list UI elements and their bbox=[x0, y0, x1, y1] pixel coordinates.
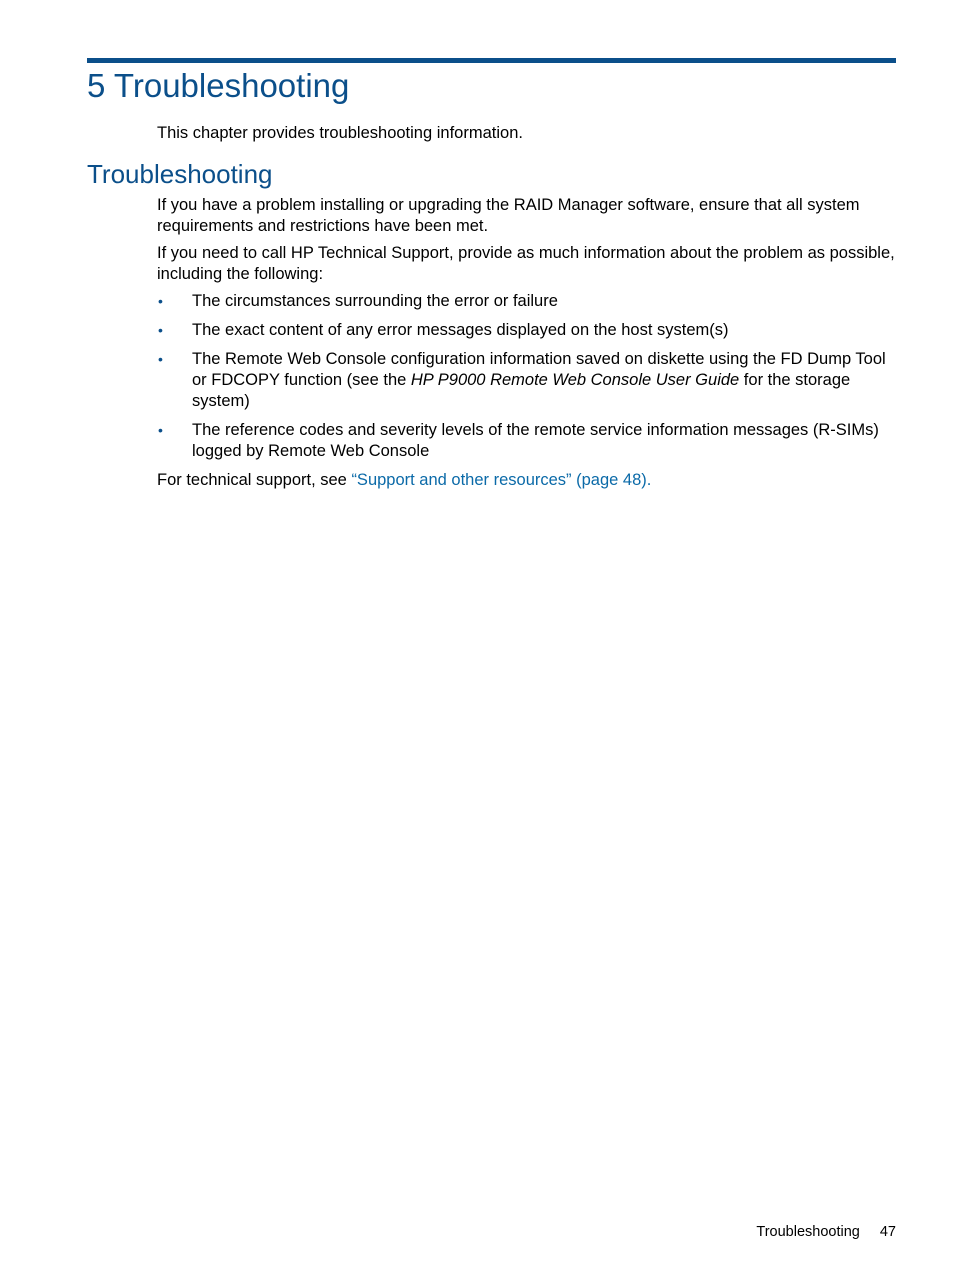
list-item-text: for the storage system) bbox=[192, 371, 851, 410]
paragraph-technical-support bbox=[157, 470, 902, 491]
guide-title: HP P9000 Remote Web Console User Guide bbox=[410, 371, 740, 389]
paragraph-requirements: If you have a problem installing or upgrading the RAID Manager software, ensure that all system requirements and restrictions have been met. bbox=[157, 196, 860, 235]
list-item bbox=[157, 291, 902, 312]
list-item-text: The Remote Web Console configuration information saved on diskette using the FD Dump Tool or FDCOPY function (see the bbox=[192, 350, 886, 389]
page-footer bbox=[756, 1222, 896, 1242]
paragraph-support-info: If you need to call HP Technical Support, provide as much information about the problem as possible, including the following: bbox=[157, 244, 895, 283]
info-bullet-list bbox=[157, 291, 902, 462]
section-title: Troubleshooting bbox=[87, 159, 273, 189]
list-item-text: The exact content of any error messages displayed on the host system(s) bbox=[192, 321, 729, 339]
support-prefix: For technical support, see bbox=[157, 471, 352, 489]
list-item bbox=[157, 420, 902, 462]
bullet-icon: • bbox=[158, 351, 163, 367]
support-resources-link[interactable]: “Support and other resources” (page 48). bbox=[351, 471, 652, 489]
section-body bbox=[157, 195, 902, 497]
bullet-icon: • bbox=[158, 293, 163, 309]
bullet-icon: • bbox=[158, 322, 163, 338]
bullet-icon: • bbox=[158, 422, 163, 438]
list-item bbox=[157, 349, 902, 412]
chapter-title: 5 Troubleshooting bbox=[87, 67, 350, 104]
page-number: 47 bbox=[879, 1224, 896, 1240]
chapter-top-rule bbox=[87, 58, 896, 63]
list-item-text: The reference codes and severity levels of the remote service information messages (R-SIMs) logged by Remote Web Console bbox=[192, 421, 879, 460]
list-item bbox=[157, 320, 902, 341]
chapter-intro: This chapter provides troubleshooting information. bbox=[157, 124, 523, 142]
footer-section-name: Troubleshooting bbox=[756, 1224, 860, 1240]
list-item-text: The circumstances surrounding the error or failure bbox=[192, 292, 558, 310]
